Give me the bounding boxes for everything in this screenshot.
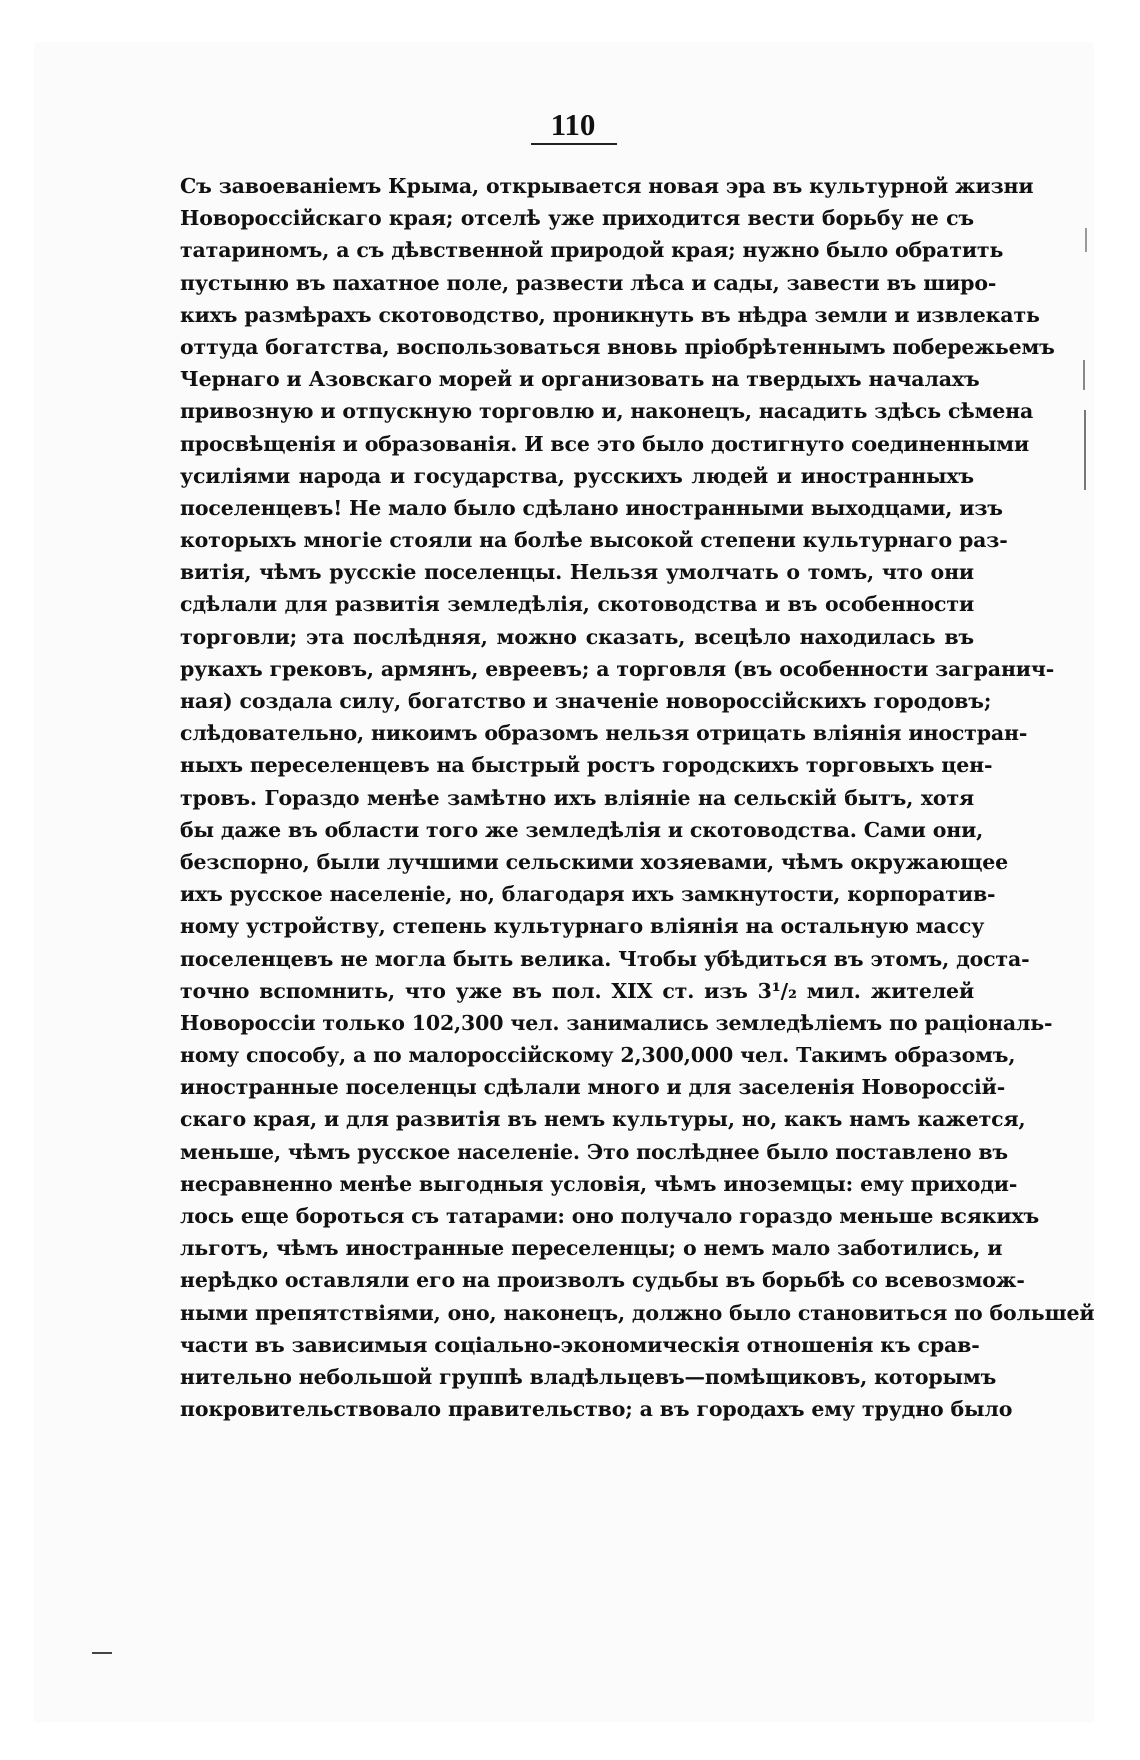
text-line: безспорно, были лучшими сельскими хозяевами, чѣмъ окружающее: [180, 849, 1009, 874]
text-line: нерѣдко оставляли его на произволъ судьбы въ борьбѣ со всевозмож-: [180, 1268, 1025, 1293]
scan-margin-mark: [1085, 228, 1087, 252]
text-line: слѣдовательно, никоимъ образомъ нельзя отрицать вліянія иностран-: [180, 721, 1028, 746]
text-line: оттуда богатства, воспользоваться вновь пріобрѣтеннымъ побережьемъ: [180, 334, 1055, 359]
text-line: ному устройству, степень культурнаго вліянія на остальную массу: [180, 914, 985, 939]
text-line: покровительствовало правительство; а въ городахъ ему трудно было: [180, 1397, 1013, 1422]
text-line: ная) создала силу, богатство и значеніе новороссійскихъ городовъ;: [180, 689, 992, 713]
text-line: лось еще бороться съ татарами: оно получало гораздо меньше всякихъ: [180, 1204, 1040, 1228]
text-line: пустыню въ пахатное поле, развести лѣса и сады, завести въ широ-: [180, 270, 997, 295]
text-line: торговли; эта послѣдняя, можно сказать, всецѣло находилась въ: [180, 624, 974, 649]
text-line: тровъ. Гораздо менѣе замѣтно ихъ вліяніе на сельскій бытъ, хотя: [180, 785, 974, 810]
page-number: 110: [550, 107, 596, 142]
text-line: поселенцевъ! Не мало было сдѣлано иностранными выходцами, изъ: [180, 495, 1003, 520]
text-line: ихъ русское населеніе, но, благодаря ихъ замкнутости, корпоратив-: [180, 882, 996, 907]
text-line: ными препятствіями, оно, наконецъ, должно было становиться по большей: [180, 1300, 1095, 1325]
text-line: точно вспомнить, что уже въ пол. XIX ст. изъ 3¹/₂ мил. жителей: [180, 978, 974, 1003]
text-line: несравненно менѣе выгодныя условія, чѣмъ иноземцы: ему приходи-: [180, 1171, 1018, 1196]
text-line: Новороссіи только 102,300 чел. занимались земледѣліемъ по раціональ-: [180, 1010, 1053, 1035]
text-line: иностранные поселенцы сдѣлали много и для заселенія Новороссій-: [180, 1075, 1006, 1100]
text-line: сдѣлали для развитія земледѣлія, скотоводства и въ особенности: [180, 592, 974, 617]
text-line: просвѣщенія и образованія. И все это было достигнуто соединенными: [180, 431, 1030, 456]
body-text: [180, 170, 1095, 1425]
text-line: поселенцевъ не могла быть велика. Чтобы убѣдиться въ этомъ, доста-: [180, 946, 1030, 971]
text-line: татариномъ, а съ дѣвственной природой края; нужно было обратить: [180, 238, 1004, 263]
text-line: кихъ размѣрахъ скотоводство, проникнуть въ нѣдра земли и извлекать: [180, 302, 1040, 327]
text-line: витія, чѣмъ русскіе поселенцы. Нельзя умолчать о томъ, что они: [180, 560, 974, 585]
text-line: Съ завоеваніемъ Крыма, открывается новая эра въ культурной жизни: [180, 174, 1034, 198]
text-line: льготъ, чѣмъ иностранные переселенцы; о немъ мало заботились, и: [180, 1236, 1003, 1261]
text-line: части въ зависимыя соціально-экономическія отношенія къ срав-: [180, 1332, 980, 1357]
text-line: усиліями народа и государства, русскихъ людей и иностранныхъ: [180, 463, 974, 488]
text-line: ныхъ переселенцевъ на быстрый ростъ городскихъ торговыхъ цен-: [180, 753, 993, 778]
text-line: которыхъ многіе стояли на болѣе высокой степени культурнаго раз-: [180, 528, 1008, 553]
text-line: ному способу, а по малороссійскому 2,300,000 чел. Такимъ образомъ,: [180, 1043, 1016, 1068]
text-line: Чернаго и Азовскаго морей и организовать на твердыхъ началахъ: [180, 367, 980, 392]
page-number-underline: [531, 143, 617, 145]
text-line: бы даже въ области того же земледѣлія и скотоводства. Сами они,: [180, 817, 984, 842]
scan-margin-mark: [1083, 360, 1085, 390]
text-line: скаго края, и для развитія въ немъ культуры, но, какъ намъ кажется,: [180, 1107, 1026, 1132]
text-line: привозную и отпускную торговлю и, наконецъ, насадить здѣсь сѣмена: [180, 399, 1034, 424]
text-line: нительно небольшой группѣ владѣльцевъ—помѣщиковъ, которымъ: [180, 1364, 997, 1389]
text-line: Новороссійскаго края; отселѣ уже приходится вести борьбу не съ: [180, 206, 974, 231]
scan-margin-dash: [92, 1652, 112, 1654]
scan-margin-mark: [1084, 410, 1086, 490]
text-line: меньше, чѣмъ русское населеніе. Это послѣднее было поставлено въ: [180, 1139, 1008, 1164]
text-line: рукахъ грековъ, армянъ, евреевъ; а торговля (въ особенности загранич-: [180, 656, 1055, 681]
